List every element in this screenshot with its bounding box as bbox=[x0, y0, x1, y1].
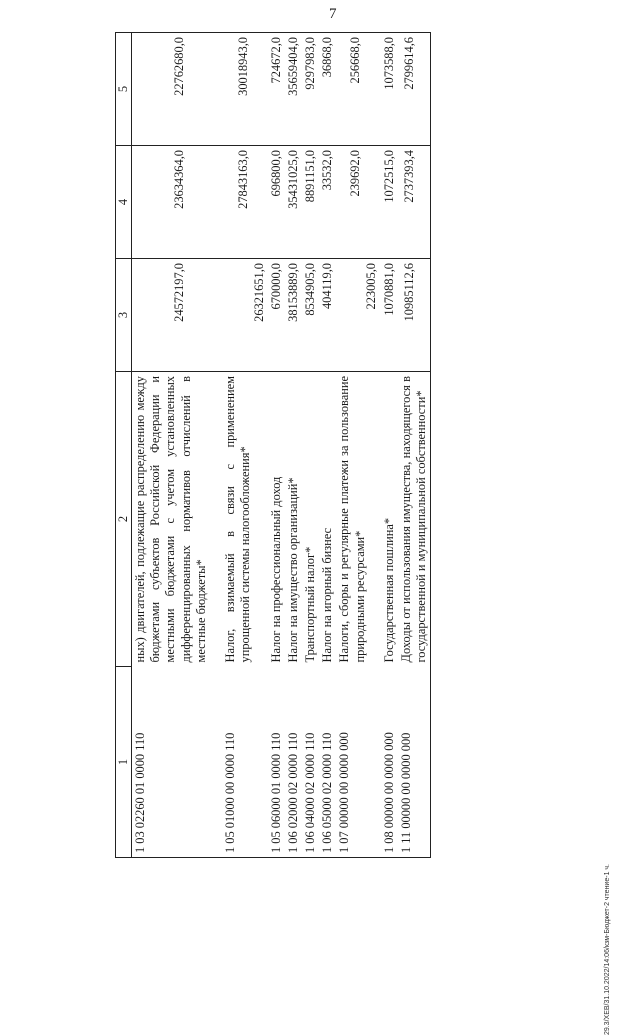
table-row bbox=[336, 33, 380, 858]
table-row bbox=[222, 33, 268, 858]
value-col-4: 33532,0 bbox=[319, 146, 336, 259]
value-col-5: 30018943,0 bbox=[222, 33, 268, 146]
value-col-4: 239692,0 bbox=[336, 146, 380, 259]
value-col-5: 724672,0 bbox=[268, 33, 285, 146]
revenue-name: Транспортный налог* bbox=[302, 372, 319, 667]
revenue-name: Налог, взимаемый в связи с применением упрощенной системы налогообложения* bbox=[222, 372, 268, 667]
value-col-3: 10985112,6 bbox=[398, 259, 431, 372]
value-col-5: 1073588,0 bbox=[381, 33, 398, 146]
value-col-3: 24572197,0 bbox=[132, 259, 210, 372]
value-col-5: 35659404,0 bbox=[285, 33, 302, 146]
table-row bbox=[319, 33, 336, 858]
rotated-table-page bbox=[115, 38, 615, 858]
value-col-4: 23634364,0 bbox=[132, 146, 210, 259]
budget-code: 1 06 05000 02 0000 110 bbox=[319, 667, 336, 858]
value-col-3: 26321651,0 bbox=[222, 259, 268, 372]
table-row bbox=[268, 33, 285, 858]
revenue-table bbox=[115, 32, 431, 858]
column-header-4: 4 bbox=[116, 146, 132, 259]
value-col-5: 256668,0 bbox=[336, 33, 380, 146]
value-col-3: 404119,0 bbox=[319, 259, 336, 372]
budget-code: 1 07 00000 00 0000 000 bbox=[336, 667, 380, 858]
revenue-name: Доходы от использования имущества, находящегося в государственной и муниципальной собственности* bbox=[398, 372, 431, 667]
column-header-2: 2 bbox=[116, 372, 132, 667]
budget-code: 1 03 02260 01 0000 110 bbox=[132, 667, 210, 858]
value-col-4: 8891151,0 bbox=[302, 146, 319, 259]
budget-code: 1 08 00000 00 0000 000 bbox=[381, 667, 398, 858]
column-header-5: 5 bbox=[116, 33, 132, 146]
value-col-3: 38153889,0 bbox=[285, 259, 302, 372]
table-row bbox=[132, 33, 210, 858]
value-col-3: 223005,0 bbox=[336, 259, 380, 372]
value-col-3: 670000,0 bbox=[268, 259, 285, 372]
table-row bbox=[302, 33, 319, 858]
value-col-4: 27843163,0 bbox=[222, 146, 268, 259]
value-col-4: 1072515,0 bbox=[381, 146, 398, 259]
value-col-5: 22762680,0 bbox=[132, 33, 210, 146]
budget-code: 1 06 04000 02 0000 110 bbox=[302, 667, 319, 858]
budget-code: 1 05 01000 00 0000 110 bbox=[222, 667, 268, 858]
value-col-3: 8534905,0 bbox=[302, 259, 319, 372]
revenue-name: Налог на имущество организаций* bbox=[285, 372, 302, 667]
budget-code: 1 06 02000 02 0000 110 bbox=[285, 667, 302, 858]
value-col-5: 36868,0 bbox=[319, 33, 336, 146]
budget-code: 1 11 00000 00 0000 000 bbox=[398, 667, 431, 858]
page-number: 7 bbox=[329, 6, 337, 22]
value-col-4: 35431025,0 bbox=[285, 146, 302, 259]
revenue-name: Государственная пошлина* bbox=[381, 372, 398, 667]
value-col-5: 2799614,6 bbox=[398, 33, 431, 146]
revenue-name: ных) двигателей, подлежащие распределению между бюджетами субъектов Российской Федерации и местными бюджетами с учетом установленных дифференцированных нормативов отчислений в местные бюджеты* bbox=[132, 372, 210, 667]
revenue-name: Налог на профессиональный доход bbox=[268, 372, 285, 667]
column-header-1: 1 bbox=[116, 667, 132, 858]
budget-code: 1 05 06000 01 0000 110 bbox=[268, 667, 285, 858]
table-row bbox=[398, 33, 431, 858]
table-row bbox=[285, 33, 302, 858]
value-col-3: 1070881,0 bbox=[381, 259, 398, 372]
revenue-name: Налоги, сборы и регулярные платежи за пользование природными ресурсами* bbox=[336, 372, 380, 667]
column-header-3: 3 bbox=[116, 259, 132, 372]
revenue-name: Налог на игорный бизнес bbox=[319, 372, 336, 667]
table-header-row bbox=[116, 33, 132, 858]
value-col-4: 696800,0 bbox=[268, 146, 285, 259]
document-footer-code: 29.3/ХЕВ/31.10.2022/14:06/кзм-Бюджет-2 чтение-1 ч. bbox=[604, 864, 611, 1035]
value-col-5: 9297983,0 bbox=[302, 33, 319, 146]
value-col-4: 2737393,4 bbox=[398, 146, 431, 259]
table-row bbox=[381, 33, 398, 858]
